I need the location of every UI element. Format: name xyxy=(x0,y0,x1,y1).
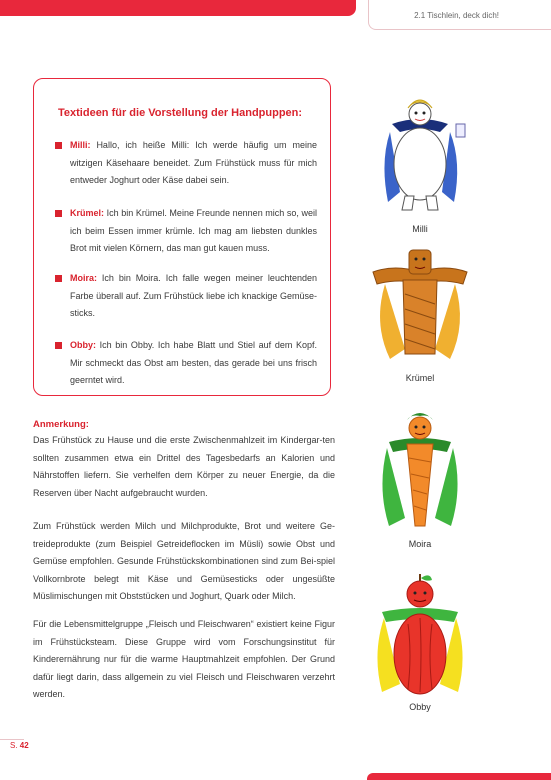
entry-text: Hallo, ich heiße Milli: Ich werde häufig um meine witzigen Käsehaare beneidet. Zum Frühstück muss für mich entweder Joghurt oder Käse dabei sein. xyxy=(70,140,317,185)
entry-name: Obby: xyxy=(70,340,96,350)
page-number-value: 42 xyxy=(19,741,29,750)
page-prefix: S. xyxy=(10,741,18,750)
puppet-caption: Milli xyxy=(412,224,428,234)
milli-puppet-illustration xyxy=(370,92,470,214)
entry-name: Krümel: xyxy=(70,208,105,218)
kruemel-puppet-illustration xyxy=(365,244,475,364)
page-number xyxy=(10,741,29,750)
top-accent-bar xyxy=(0,0,356,16)
entry-text: Ich bin Krümel. Meine Freunde nennen mich so, weil ich beim Essen immer krümle. Ich mag am liebsten dunkles Brot mit vielen Körnern, das man gut kauen muss. xyxy=(70,208,317,253)
bullet-icon xyxy=(55,210,62,217)
entry-kruemel xyxy=(55,205,317,258)
note-paragraph: Zum Frühstück werden Milch und Milchprodukte, Brot und weitere Ge-treideprodukte (zum Beispiel Getreideflocken im Müsli) sowie Obst und Gemüse empfohlen. Gesunde Frühstückskombinationen sind zum Bei-spiel Vollkornbrote belegt mit Käse und Gemüsesticks oder ungesüßte Müslimischungen mit Obststücken und Joghurt, Quark oder Milch. xyxy=(33,521,335,601)
entry-text: Ich bin Moira. Ich falle wegen meiner leuchtenden Farbe überall auf. Zum Frühstück liebe ich knackige Gemüse-sticks. xyxy=(70,273,317,318)
note-paragraph: Für die Lebensmittelgruppe „Fleisch und Fleischwaren“ existiert keine Figur im Frühstücksteam. Diese Gruppe wird vom Forschungsinstitut für Kinderernährung nur für die warme Hauptmahlzeit empfohlen. Der Grund dafür liegt darin, dass allgemein zu viel Fleisch und Fleischwaren verzehrt werden. xyxy=(33,619,335,699)
section-header xyxy=(368,0,551,30)
moira-puppet-illustration xyxy=(373,408,467,530)
note-paragraph: Das Frühstück zu Hause und die erste Zwischenmahlzeit im Kindergar-ten sollten zusammen etwa ein Drittel des Tagesbedarfs an Kalorien und Nährstoffen liefern. Sie verhelfen dem Körper zu neuer Energie, da die Reserven über Nacht aufgebraucht wurden. xyxy=(33,435,335,498)
entry-name: Milli: xyxy=(70,140,91,150)
bullet-icon xyxy=(55,142,62,149)
puppet-caption: Krümel xyxy=(405,373,435,383)
puppet-caption: Moira xyxy=(408,539,432,549)
bottom-accent-bar xyxy=(367,773,551,780)
entry-moira xyxy=(55,270,317,323)
section-title: 2.1 Tischlein, deck dich! xyxy=(414,11,499,20)
bullet-icon xyxy=(55,342,62,349)
bullet-icon xyxy=(55,275,62,282)
entry-milli xyxy=(55,137,317,190)
note-title: Anmerkung: xyxy=(33,419,89,430)
entry-name: Moira: xyxy=(70,273,97,283)
puppet-text-box xyxy=(33,78,331,396)
entry-text: Ich bin Obby. Ich habe Blatt und Stiel auf dem Kopf. Mir schmeckt das Obst am besten, das gerade bei uns frisch geerntet wird. xyxy=(70,340,317,385)
obby-puppet-illustration xyxy=(368,574,472,696)
footer-divider xyxy=(0,739,24,740)
entry-obby xyxy=(55,337,317,390)
puppet-caption: Obby xyxy=(409,702,431,712)
box-title: Textideen für die Vorstellung der Handpuppen: xyxy=(58,107,303,119)
